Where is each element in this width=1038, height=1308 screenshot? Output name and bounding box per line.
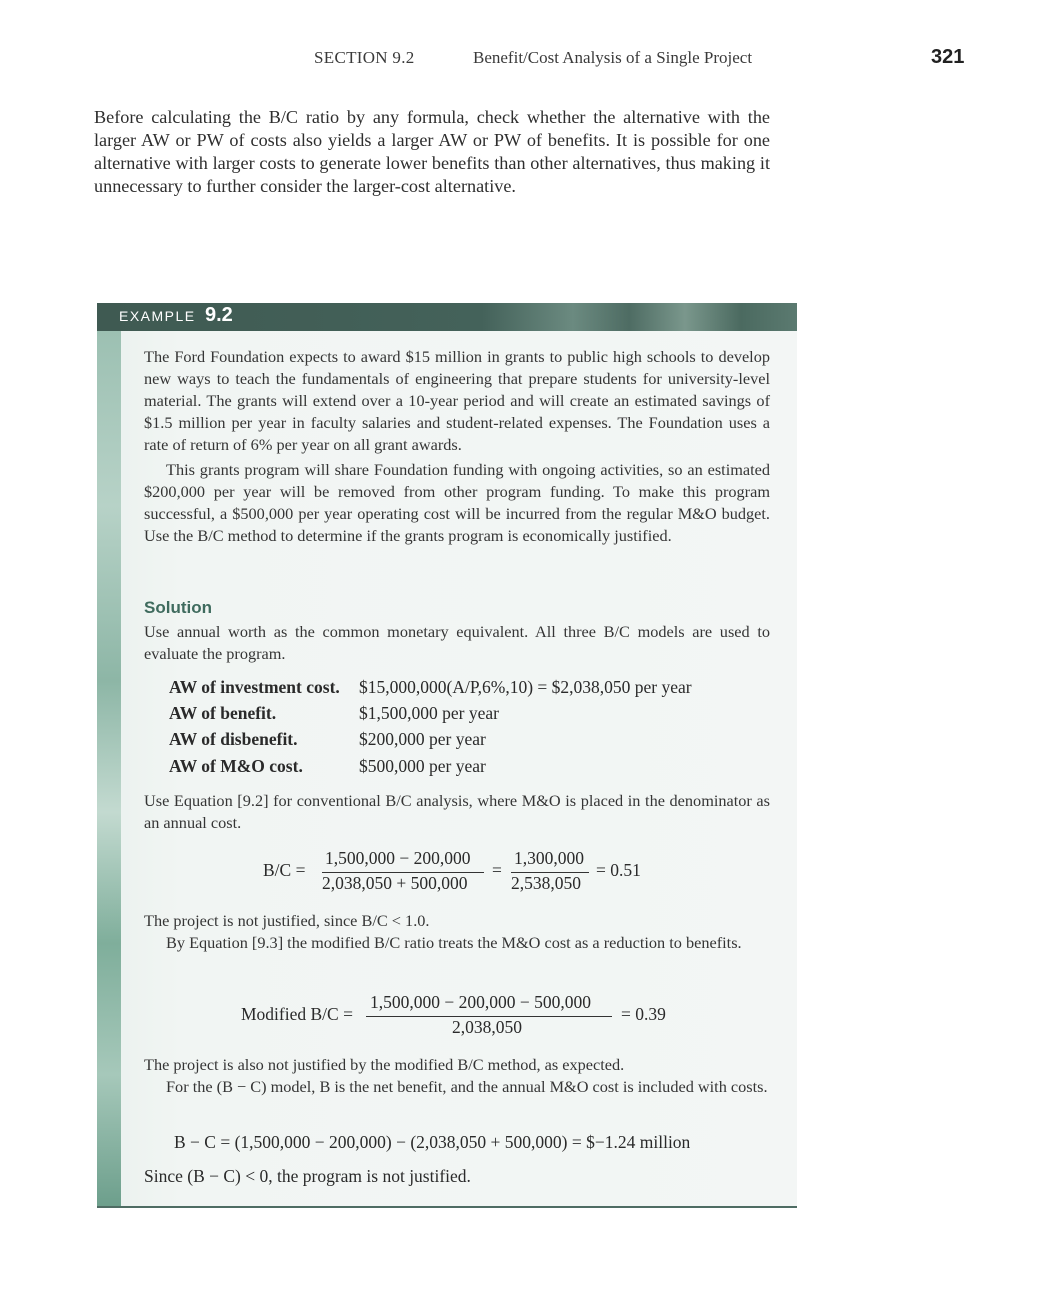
mod-bc-numerator: 1,500,000 − 200,000 − 500,000 — [370, 992, 591, 1012]
example-paragraph-1: The Ford Foundation expects to award $15 million in grants to public high schools to develop new ways to teach the fundamentals of engineering that prepare students for university-level material. The grants will extend over a 10-year period and will create an estimated savings of $1.5 million per year in faculty salaries and student-related expenses. The Foundation uses a rate of return of 6% per year on all grant awards. — [144, 347, 770, 454]
example-label: EXAMPLE — [119, 308, 196, 324]
example-paragraph-2: This grants program will share Foundation funding with ongoing activities, so an estimated $200,000 per year will be removed from other program funding. To make this program successful, a $500,000 per year operating cost will be incurred from the regular M&O budget. Use the B/C method to determine if the grants program is economically justified. — [144, 460, 770, 545]
example-header-bar — [97, 303, 797, 331]
aw-label: AW of disbenefit. — [169, 729, 298, 749]
not-justified-text: The project is not justified, since B/C < 1.0. — [144, 911, 430, 930]
bminusc-intro: For the (B − C) model, B is the net benefit, and the annual M&O cost is included with costs. — [166, 1077, 768, 1096]
aw-label: AW of investment cost. — [169, 677, 340, 697]
aw-value: $15,000,000(A/P,6%,10) = $2,038,050 per year — [359, 677, 692, 697]
aw-value: $200,000 per year — [359, 729, 486, 749]
aw-label: AW of benefit. — [169, 703, 277, 723]
mod-bc-lhs: Modified B/C = — [241, 1004, 353, 1024]
bminusc-equation: B − C = (1,500,000 − 200,000) − (2,038,050 + 500,000) = $−1.24 million — [174, 1132, 691, 1152]
bc-numerator-2: 1,300,000 — [514, 848, 584, 868]
bc-lhs: B/C = — [263, 860, 306, 880]
bc-denominator-1: 2,038,050 + 500,000 — [322, 873, 468, 893]
solution-intro: Use annual worth as the common monetary equivalent. All three B/C models are used to evaluate the program. — [144, 622, 770, 663]
bc-denominator-2: 2,538,050 — [511, 873, 581, 893]
modified-intro: By Equation [9.3] the modified B/C ratio treats the M&O cost as a reduction to benefits. — [166, 933, 742, 952]
decorative-side-strip — [97, 331, 121, 1206]
bc-equals: = — [492, 860, 502, 880]
bc-result: = 0.51 — [596, 860, 641, 880]
section-label: SECTION 9.2 — [314, 48, 415, 67]
example-number: 9.2 — [205, 304, 233, 326]
mod-bc-result: = 0.39 — [621, 1004, 666, 1024]
bc-numerator-1: 1,500,000 − 200,000 — [325, 848, 471, 868]
aw-value: $1,500,000 per year — [359, 703, 499, 723]
solution-heading: Solution — [144, 598, 212, 617]
section-title: Benefit/Cost Analysis of a Single Project — [473, 48, 753, 67]
intro-paragraph: Before calculating the B/C ratio by any formula, check whether the alternative with the larger AW or PW of costs also yields a larger AW or PW of benefits. It is possible for one alternative with larger costs to generate lower benefits than other alternatives, thus making it unnecessary to further consider the larger-cost alternative. — [94, 107, 770, 196]
mod-bc-denominator: 2,038,050 — [452, 1017, 522, 1037]
conventional-intro: Use Equation [9.2] for conventional B/C analysis, where M&O is placed in the denominator as an annual cost. — [144, 791, 770, 832]
page-number: 321 — [931, 46, 965, 68]
aw-label: AW of M&O cost. — [169, 756, 303, 776]
also-not-justified-text: The project is also not justified by the modified B/C method, as expected. — [144, 1055, 625, 1074]
conclusion-text: Since (B − C) < 0, the program is not justified. — [144, 1166, 471, 1186]
aw-value: $500,000 per year — [359, 756, 486, 776]
running-head — [0, 48, 1038, 72]
